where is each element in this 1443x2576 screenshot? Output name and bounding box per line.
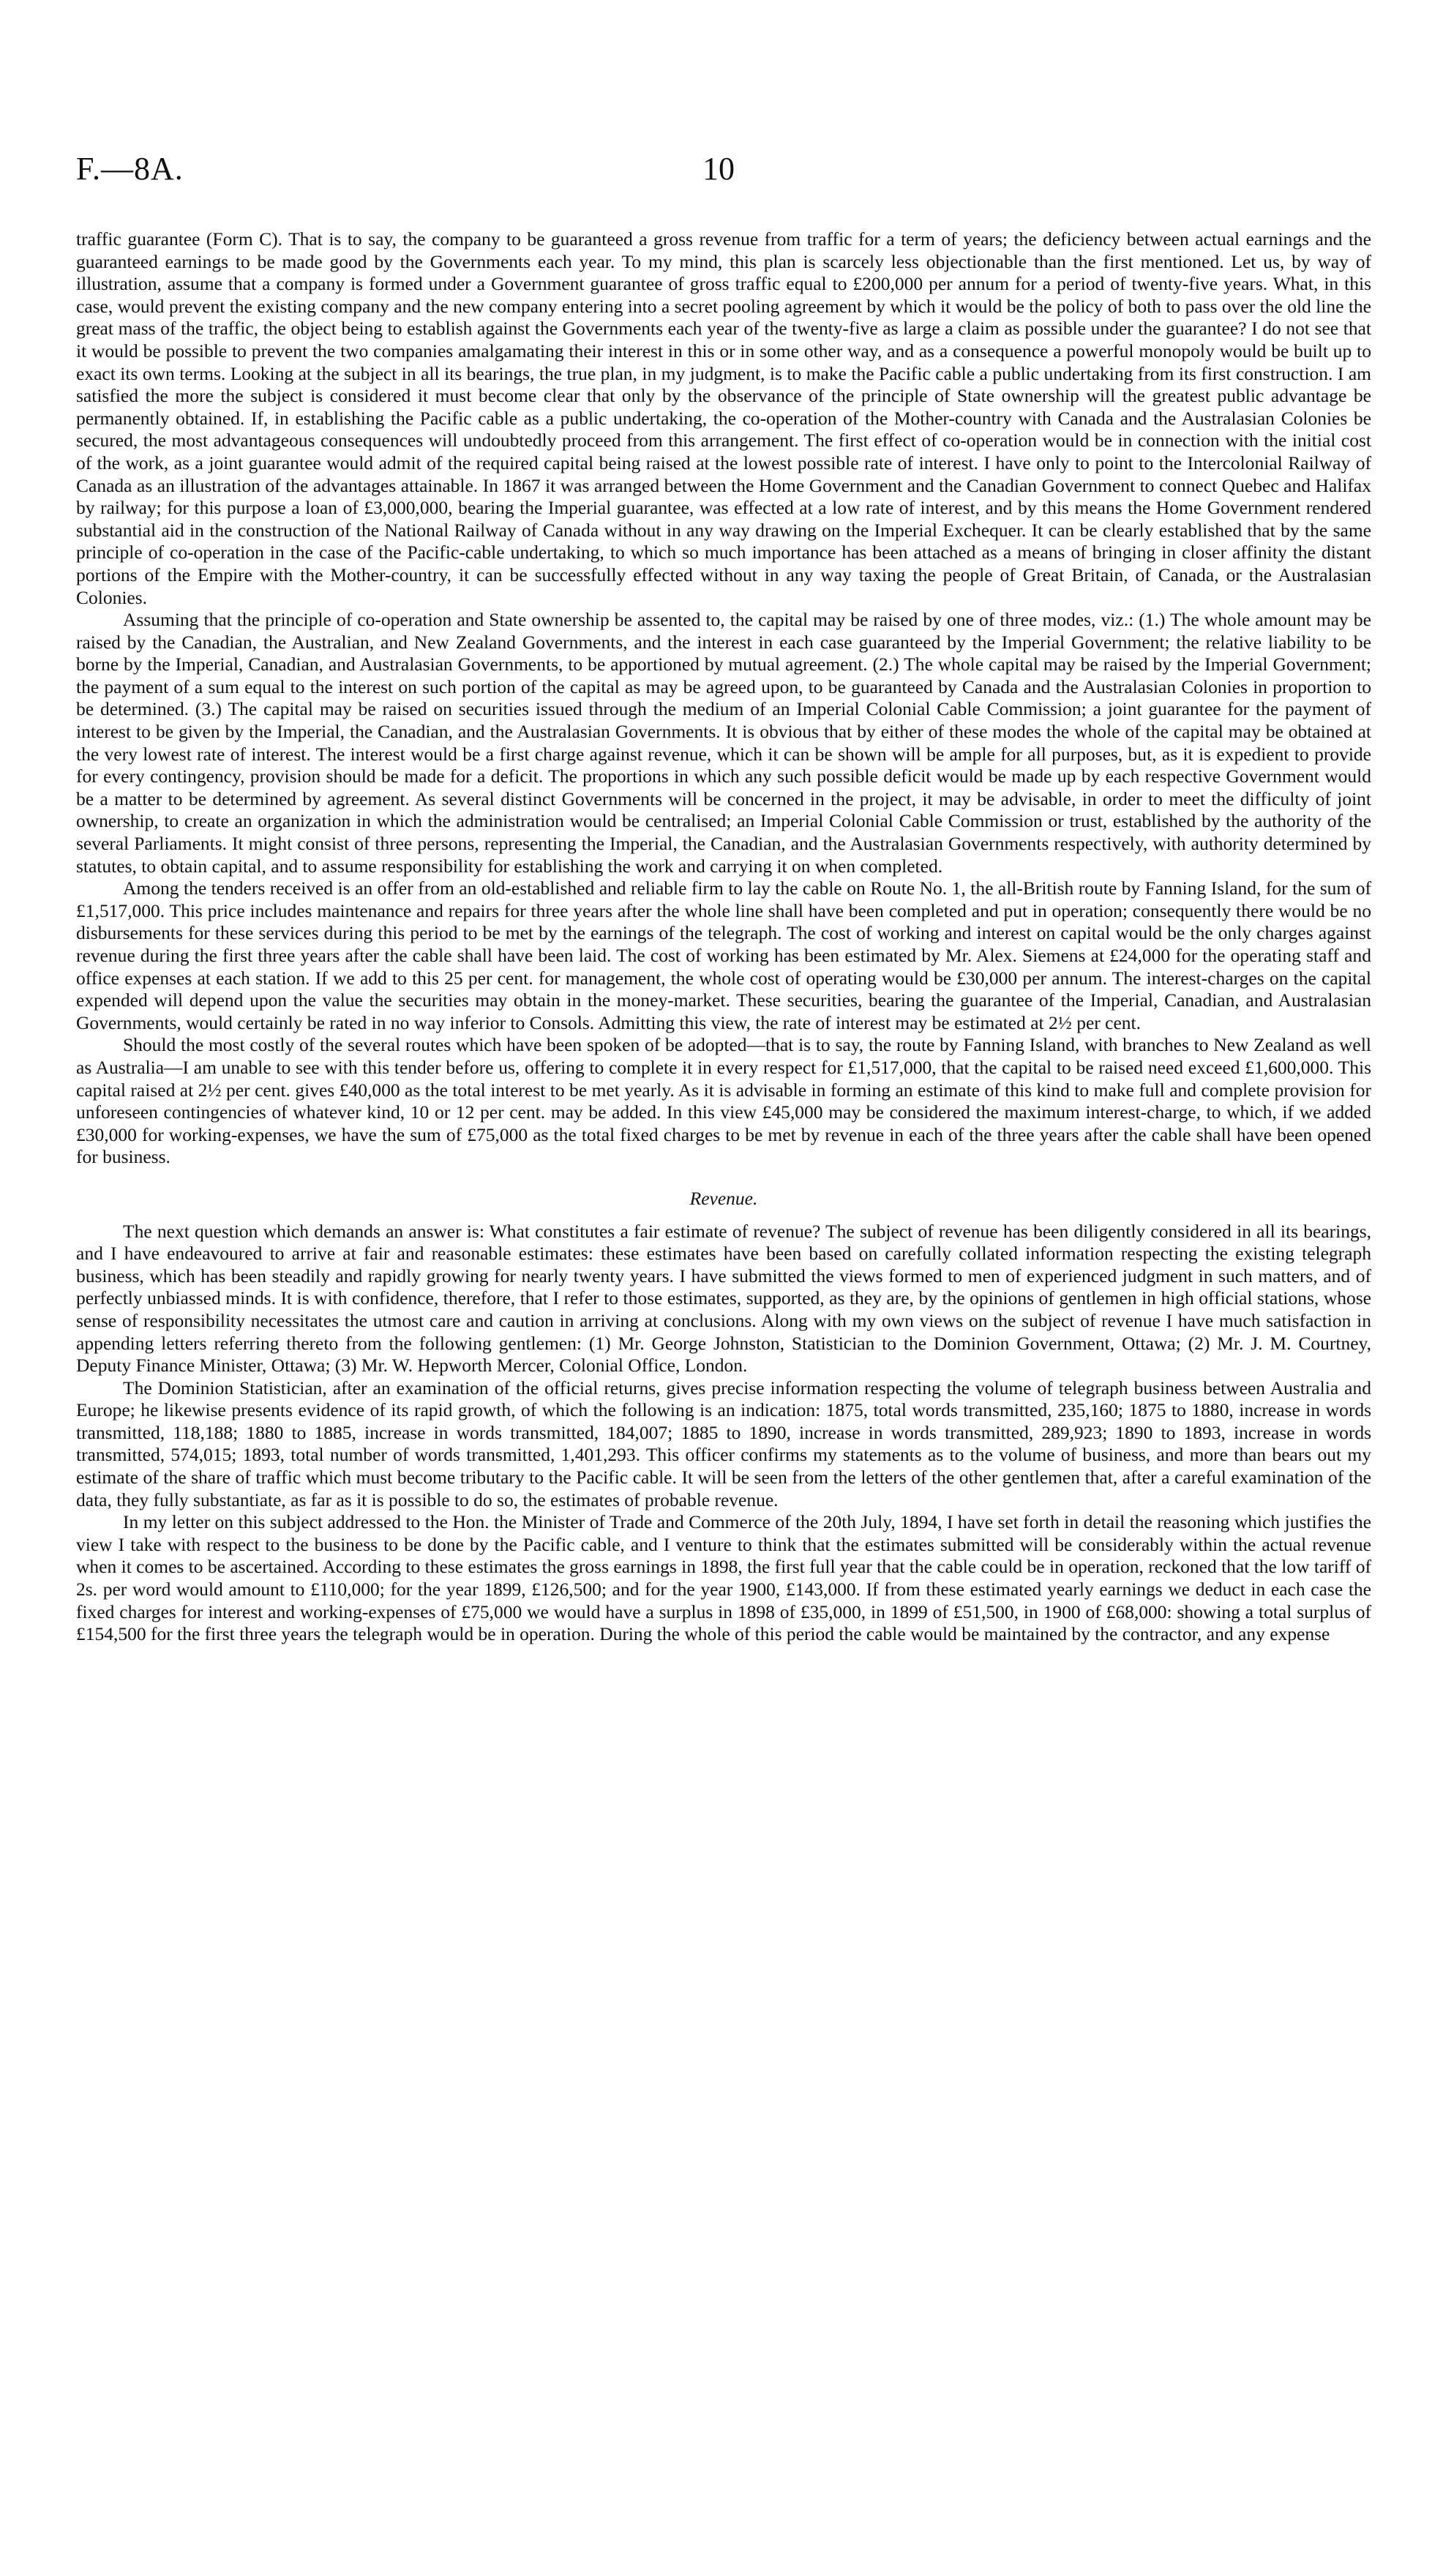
section-heading-revenue: Revenue. [689,1187,758,1209]
paragraph-dominion-statistician: The Dominion Statistician, after an examination of the official returns, gives precise information respecting the volume of telegraph business between Australia and Europe; he likewise presents evidence of its rapid growth, of which the following is an indication: 1875, total words transmitted, 235,160; 1875 to 1880, increase in words transmitted, 118,188; 1880 to 1885, increase in words transmitted, 184,007; 1885 to 1890, increase in words transmitted, 289,923; 1890 to 1893, increase in words transmitted, 574,015; 1893, total number of words transmitted, 1,401,293. This officer confirms my statements as to the volume of business, and more than bears out my estimate of the share of traffic which must become tributary to the Pacific cable. It will be seen from the letters of the other gentlemen that, after a careful examination of the data, they fully substantiate, as far as it is possible to do so, the estimates of probable revenue. [76,1377,1371,1510]
document-reference: F.—8A. [76,151,184,187]
paragraph-tenders: Among the tenders received is an offer from an old-established and reliable firm to lay the cable on Route No. 1, the all-British route by Fanning Island, for the sum of £1,517,000. This price includes maintenance and repairs for three years after the whole line shall have been completed and put in operation; consequently there would be no disbursements for these services during this period to be met by the earnings of the telegraph. The cost of working and interest on capital would be the only charges against revenue during the first three years after the cable shall have been laid. The cost of working has been estimated by Mr. Alex. Siemens at £24,000 for the operating staff and office expenses at each station. If we add to this 25 per cent. for management, the whole cost of operating would be £30,000 per annum. The interest-charges on the capital expended will depend upon the value the securities may obtain in the money-market. These securities, bearing the guarantee of the Imperial, Canadian, and Australasian Governments, would certainly be rated in no way inferior to Consols. Admitting this view, the rate of interest may be estimated at 2½ per cent. [76,877,1371,1033]
body-text [76,228,1371,1646]
paragraph-revenue-estimate: The next question which demands an answer is: What constitutes a fair estimate of revenue? The subject of revenue has been diligently considered in all its bearings, and I have endeavoured to arrive at fair and reasonable estimates: these estimates have been based on carefully collated information respecting the existing telegraph business, which has been steadily and rapidly growing for nearly twenty years. I have submitted the views formed to men of experienced judgment in such matters, and of perfectly unbiassed minds. It is with confidence, therefore, that I refer to those estimates, supported, as they are, by the opinions of gentlemen in high official stations, whose sense of responsibility necessitates the utmost care and caution in arriving at conclusions. Along with my own views on the subject of revenue I have much satisfaction in appending letters referring thereto from the following gentlemen: (1) Mr. George Johnston, Statistician to the Dominion Government, Ottawa; (2) Mr. J. M. Courtney, Deputy Finance Minister, Ottawa; (3) Mr. W. Hepworth Mercer, Colonial Office, London. [76,1220,1371,1377]
paragraph-minister-letter: In my letter on this subject addressed to the Hon. the Minister of Trade and Commerce of the 20th July, 1894, I have set forth in detail the reasoning which justifies the view I take with respect to the business to be done by the Pacific cable, and I venture to think that the estimates submitted will be considerably within the actual revenue when it comes to be ascertained. According to these estimates the gross earnings in 1898, the first full year that the cable could be in operation, reckoned that the low tariff of 2s. per word would amount to £110,000; for the year 1899, £126,500; and for the year 1900, £143,000. If from these estimated yearly earnings we deduct in each case the fixed charges for interest and working-expenses of £75,000 we would have a surplus in 1898 of £35,000, in 1899 of £51,500, in 1900 of £68,000: showing a total surplus of £154,500 for the first three years the telegraph would be in operation. During the whole of this period the cable would be maintained by the contractor, and any expense [76,1511,1371,1645]
paragraph-guarantee-plan: traffic guarantee (Form C). That is to say, the company to be guaranteed a gross revenue from traffic for a term of years; the deficiency between actual earnings and the guaranteed earnings to be made good by the Governments each year. To my mind, this plan is scarcely less objectionable than the first mentioned. Let us, by way of illustration, assume that a company is formed under a Government guarantee of gross traffic equal to £200,000 per annum for a period of twenty-five years. What, in this case, would prevent the existing company and the new company entering into a secret pooling agreement by which it would be the policy of both to pass over the old line the great mass of the traffic, the object being to establish against the Governments each year of the twenty-five as large a claim as possible under the guarantee? I do not see that it would be possible to prevent the two companies amalgamating their interest in this or in some other way, and as a consequence a powerful monopoly would be built up to exact its own terms. Looking at the subject in all its bearings, the true plan, in my judgment, is to make the Pacific cable a public undertaking from its first construction. I am satisfied the more the subject is considered it must become clear that only by the observance of the principle of State ownership will the greatest public advantage be permanently obtained. If, in establishing the Pacific cable as a public undertaking, the co-operation of the Mother-country with Canada and the Australasian Colonies be secured, the most advantageous consequences will undoubtedly proceed from this arrangement. The first effect of co-operation would be in connection with the initial cost of the work, as a joint guarantee would admit of the required capital being raised at the lowest possible rate of interest. I have only to point to the Intercolonial Railway of Canada as an illustration of the advantages attainable. In 1867 it was arranged between the Home Government and the Canadian Government to connect Quebec and Halifax by railway; for this purpose a loan of £3,000,000, bearing the Imperial guarantee, was effected at a low rate of interest, and by this means the Home Government rendered substantial aid in the construction of the National Railway of Canada without in any way drawing on the Imperial Exchequer. It can be clearly established that by the same principle of co-operation in the case of the Pacific-cable undertaking, to which so much importance has been attached as a means of bringing in closer affinity the distant portions of the Empire with the Mother-country, it can be successfully effected without in any way taxing the people of Great Britain, of Canada, or the Australasian Colonies. [76,228,1371,608]
page-header [76,150,1379,194]
paragraph-capital-modes: Assuming that the principle of co-operation and State ownership be assented to, the capital may be raised by one of three modes, viz.: (1.) The whole amount may be raised by the Canadian, the Australian, and New Zealand Governments, and the interest in each case guaranteed by the Imperial Government; the relative liability to be borne by the Imperial, Canadian, and Australasian Governments, to be apportioned by mutual agreement. (2.) The whole capital may be raised by the Imperial Government; the payment of a sum equal to the interest on such portion of the capital as may be agreed upon, to be guaranteed by Canada and the Australasian Colonies in proportion to be determined. (3.) The capital may be raised on securities issued through the medium of an Imperial Colonial Cable Commission; a joint guarantee for the payment of interest to be given by the Imperial, the Canadian, and the Australasian Governments. It is obvious that by either of these modes the whole of the capital may be obtained at the very lowest rate of interest. The interest would be a first charge against revenue, which it can be shown will be ample for all purposes, but, as it is expedient to provide for every contingency, provision should be made for a deficit. The proportions in which any such possible deficit would be made up by each respective Government would be a matter to be determined by agreement. As several distinct Governments will be concerned in the project, it may be advisable, in order to meet the difficulty of joint ownership, to create an organization in which the administration would be centralised; an Imperial Colonial Cable Commission or trust, established by the authority of the several Parliaments. It might consist of three persons, representing the Imperial, the Canadian, and the Australasian Governments respectively, with authority determined by statutes, to obtain capital, and to assume responsibility for establishing the work and carrying it on when completed. [76,609,1371,877]
paragraph-costly-route: Should the most costly of the several routes which have been spoken of be adopted—that is to say, the route by Fanning Island, with branches to New Zealand as well as Australia—I am unable to see with this tender before us, offering to complete it in every respect for £1,517,000, that the capital to be raised need exceed £1,600,000. This capital raised at 2½ per cent. gives £40,000 as the total interest to be met yearly. As it is advisable in forming an estimate of this kind to make full and complete provision for unforeseen contingencies of whatever kind, 10 or 12 per cent. may be added. In this view £45,000 may be considered the maximum interest-charge, to which, if we added £30,000 for working-expenses, we have the sum of £75,000 as the total fixed charges to be met by revenue in each of the three years after the cable shall have been opened for business. [76,1034,1371,1168]
page-number: 10 [702,151,735,187]
